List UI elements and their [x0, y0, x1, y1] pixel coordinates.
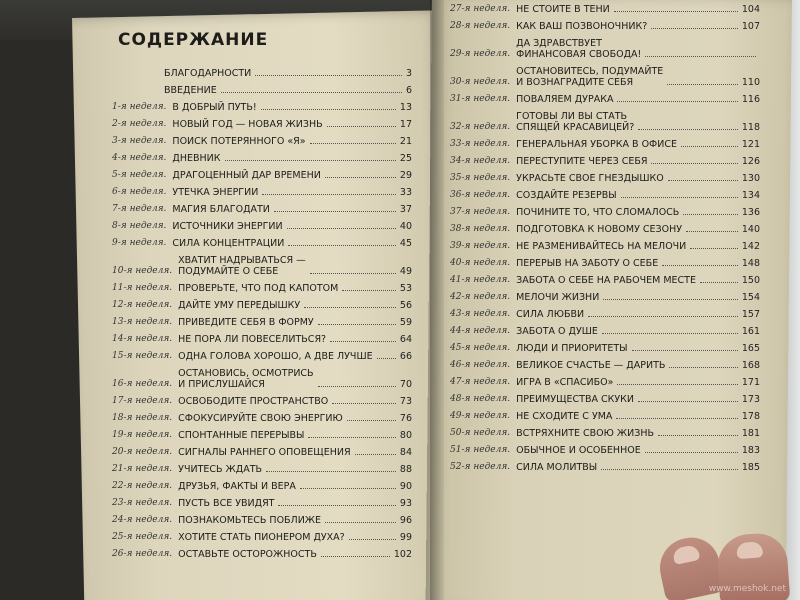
- toc-leader-dots: [617, 384, 737, 385]
- toc-week: 47-я неделя.: [450, 377, 511, 387]
- toc-entry: [450, 139, 760, 150]
- toc-page-number: 59: [399, 317, 412, 328]
- toc-label: ХОТИТЕ СТАТЬ ПИОНЕРОМ ДУХА?: [178, 532, 345, 543]
- toc-leader-dots: [658, 435, 738, 436]
- toc-leader-dots: [700, 282, 738, 283]
- toc-leader-dots: [349, 539, 396, 540]
- toc-leader-dots: [325, 177, 396, 178]
- toc-leader-dots: [342, 290, 396, 291]
- toc-week: 38-я неделя.: [450, 224, 511, 234]
- toc-label: ПОДГОТОВКА К НОВОМУ СЕЗОНУ: [516, 224, 683, 235]
- toc-label: ДАЙТЕ УМУ ПЕРЕДЫШКУ: [178, 300, 301, 311]
- toc-leader-dots: [327, 126, 396, 127]
- toc-label: ИСТОЧНИКИ ЭНЕРГИИ: [172, 221, 283, 232]
- toc-page-number: 140: [741, 224, 760, 235]
- toc-week: 9-я неделя.: [112, 238, 167, 248]
- toc-label: ЗАБОТА О СЕБЕ НА РАБОЧЕМ МЕСТЕ: [516, 275, 696, 286]
- toc-leader-dots: [321, 556, 390, 557]
- toc-leader-dots: [645, 56, 756, 57]
- toc-label: МЕЛОЧИ ЖИЗНИ: [516, 292, 600, 303]
- toc-leader-dots: [304, 307, 396, 308]
- toc-label: БЛАГОДАРНОСТИ: [164, 68, 252, 79]
- toc-label: НЕ РАЗМЕНИВАЙТЕСЬ НА МЕЛОЧИ: [516, 241, 687, 252]
- toc-week: 3-я неделя.: [112, 136, 167, 146]
- toc-leader-dots: [274, 211, 396, 212]
- toc-entry: [112, 300, 412, 311]
- toc-entry: [112, 187, 412, 198]
- toc-label: ХВАТИТ НАДРЫВАТЬСЯ — ПОДУМАЙТЕ О СЕБЕ: [178, 255, 306, 277]
- toc-label: ПОЗНАКОМЬТЕСЬ ПОБЛИЖЕ: [178, 515, 322, 526]
- toc-page-number: 110: [741, 77, 760, 88]
- toc-page-number: 84: [399, 447, 412, 458]
- toc-week: 25-я неделя.: [112, 532, 173, 542]
- toc-entry: [450, 343, 760, 354]
- toc-week: 16-я неделя.: [112, 379, 173, 389]
- toc-entry: [450, 38, 760, 60]
- toc-leader-dots: [638, 401, 738, 402]
- toc-page-number: 64: [399, 334, 412, 345]
- toc-page-number: 116: [741, 94, 760, 105]
- toc-week: 8-я неделя.: [112, 221, 167, 231]
- toc-page-number: 150: [741, 275, 760, 286]
- toc-page-number: 13: [399, 102, 412, 113]
- toc-label: ПОВАЛЯЕМ ДУРАКА: [516, 94, 614, 105]
- toc-page-number: 3: [405, 68, 412, 79]
- toc-entry: [112, 102, 412, 113]
- toc-label: ГЕНЕРАЛЬНАЯ УБОРКА В ОФИСЕ: [516, 139, 677, 150]
- toc-leader-dots: [261, 109, 396, 110]
- toc-leader-dots: [645, 452, 738, 453]
- toc-entry: [450, 111, 760, 133]
- toc-entry: [112, 447, 412, 458]
- toc-page-number: 102: [393, 549, 412, 560]
- toc-page-number: 185: [741, 462, 760, 473]
- toc-leader-dots: [325, 522, 396, 523]
- toc-entry: [450, 445, 760, 456]
- toc-leader-dots: [638, 129, 738, 130]
- toc-label: СИЛА КОНЦЕНТРАЦИИ: [172, 238, 285, 249]
- toc-entry: [112, 430, 412, 441]
- toc-label: ПЕРЕСТУПИТЕ ЧЕРЕЗ СЕБЯ: [516, 156, 648, 167]
- toc-entry: [112, 368, 412, 390]
- toc-week: 41-я неделя.: [450, 275, 511, 285]
- toc-page-number: 126: [741, 156, 760, 167]
- toc-week: 36-я неделя.: [450, 190, 511, 200]
- toc-week: 23-я неделя.: [112, 498, 173, 508]
- toc-week: 39-я неделя.: [450, 241, 511, 251]
- toc-leader-dots: [221, 92, 402, 93]
- toc-label: ВСТРЯХНИТЕ СВОЮ ЖИЗНЬ: [516, 428, 655, 439]
- toc-label: ДА ЗДРАВСТВУЕТ ФИНАНСОВАЯ СВОБОДА!: [516, 38, 642, 60]
- toc-entry: [450, 428, 760, 439]
- toc-label: ОСТАВЬТЕ ОСТОРОЖНОСТЬ: [178, 549, 317, 560]
- toc-page-number: 148: [741, 258, 760, 269]
- toc-leader-dots: [632, 350, 738, 351]
- toc-week: 18-я неделя.: [112, 413, 173, 423]
- toc-entry: [112, 238, 412, 249]
- toc-page-number: 21: [399, 136, 412, 147]
- toc-entry: [450, 326, 760, 337]
- toc-week: 24-я неделя.: [112, 515, 173, 525]
- toc-page-number: 130: [741, 173, 760, 184]
- toc-page-number: 53: [399, 283, 412, 294]
- toc-label: ПУСТЬ ВСЕ УВИДЯТ: [178, 498, 275, 509]
- toc-week: 40-я неделя.: [450, 258, 511, 268]
- fingernail: [672, 544, 701, 565]
- toc-leader-dots: [330, 341, 396, 342]
- toc-label: ДНЕВНИК: [172, 153, 221, 164]
- toc-week: 42-я неделя.: [450, 292, 511, 302]
- toc-page-number: 76: [399, 413, 412, 424]
- toc-entry: [112, 255, 412, 277]
- toc-left-column: [112, 68, 412, 566]
- toc-entry: [450, 94, 760, 105]
- toc-entry: [112, 317, 412, 328]
- toc-entry: [450, 309, 760, 320]
- toc-week: 20-я неделя.: [112, 447, 173, 457]
- toc-entry: [450, 207, 760, 218]
- toc-week: 29-я неделя.: [450, 49, 511, 59]
- toc-label: УЧИТЕСЬ ЖДАТЬ: [178, 464, 263, 475]
- toc-page-number: 165: [741, 343, 760, 354]
- toc-week: 5-я неделя.: [112, 170, 167, 180]
- toc-label: ЗАБОТА О ДУШЕ: [516, 326, 598, 337]
- toc-page-number: 157: [741, 309, 760, 320]
- toc-week: 12-я неделя.: [112, 300, 173, 310]
- toc-label: СИЛА МОЛИТВЫ: [516, 462, 598, 473]
- toc-title: СОДЕРЖАНИЕ: [118, 30, 269, 50]
- toc-entry: [112, 119, 412, 130]
- toc-week: 46-я неделя.: [450, 360, 511, 370]
- toc-leader-dots: [287, 228, 396, 229]
- toc-page-number: 88: [399, 464, 412, 475]
- toc-page-number: 118: [741, 122, 760, 133]
- toc-week: 32-я неделя.: [450, 122, 511, 132]
- toc-entry: [450, 190, 760, 201]
- toc-week: 6-я неделя.: [112, 187, 167, 197]
- toc-entry: [112, 136, 412, 147]
- toc-page-number: 154: [741, 292, 760, 303]
- toc-week: 1-я неделя.: [112, 102, 167, 112]
- toc-label: ОДНА ГОЛОВА ХОРОШО, А ДВЕ ЛУЧШЕ: [178, 351, 373, 362]
- toc-label: ВЕЛИКОЕ СЧАСТЬЕ — ДАРИТЬ: [516, 360, 666, 371]
- toc-week: 34-я неделя.: [450, 156, 511, 166]
- toc-leader-dots: [683, 214, 738, 215]
- toc-label: ДРАГОЦЕННЫЙ ДАР ВРЕМЕНИ: [172, 170, 321, 181]
- toc-leader-dots: [355, 454, 396, 455]
- toc-page-number: 161: [741, 326, 760, 337]
- toc-leader-dots: [667, 84, 738, 85]
- toc-leader-dots: [377, 358, 396, 359]
- toc-page-number: 37: [399, 204, 412, 215]
- toc-page-number: 96: [399, 515, 412, 526]
- toc-label: ПЕРЕРЫВ НА ЗАБОТУ О СЕБЕ: [516, 258, 659, 269]
- toc-page-number: 45: [399, 238, 412, 249]
- toc-entry: [450, 275, 760, 286]
- toc-label: КАК ВАШ ПОЗВОНОЧНИК?: [516, 21, 648, 32]
- toc-page-number: 99: [399, 532, 412, 543]
- toc-leader-dots: [266, 471, 396, 472]
- toc-week: 2-я неделя.: [112, 119, 167, 129]
- toc-label: ПРОВЕРЬТЕ, ЧТО ПОД КАПОТОМ: [178, 283, 339, 294]
- toc-entry: [112, 68, 412, 79]
- toc-leader-dots: [310, 273, 396, 274]
- toc-label: УКРАСЬТЕ СВОЕ ГНЕЗДЫШКО: [516, 173, 664, 184]
- toc-label: НЕ ПОРА ЛИ ПОВЕСЕЛИТЬСЯ?: [178, 334, 327, 345]
- toc-leader-dots: [603, 299, 738, 300]
- toc-page-number: 93: [399, 498, 412, 509]
- toc-entry: [112, 532, 412, 543]
- toc-page-number: 173: [741, 394, 760, 405]
- toc-week: 31-я неделя.: [450, 94, 511, 104]
- toc-label: МАГИЯ БЛАГОДАТИ: [172, 204, 270, 215]
- toc-entry: [112, 396, 412, 407]
- toc-label: ГОТОВЫ ЛИ ВЫ СТАТЬ СПЯЩЕЙ КРАСАВИЦЕЙ?: [516, 111, 635, 133]
- toc-week: 15-я неделя.: [112, 351, 173, 361]
- toc-page-number: 80: [399, 430, 412, 441]
- toc-leader-dots: [686, 231, 738, 232]
- toc-leader-dots: [588, 316, 738, 317]
- toc-label: ВВЕДЕНИЕ: [164, 85, 217, 96]
- toc-week: 48-я неделя.: [450, 394, 511, 404]
- toc-page-number: 73: [399, 396, 412, 407]
- toc-label: ПРЕИМУЩЕСТВА СКУКИ: [516, 394, 635, 405]
- watermark: www.meshok.net: [708, 584, 786, 594]
- toc-leader-dots: [310, 143, 396, 144]
- toc-label: НЕ СТОИТЕ В ТЕНИ: [516, 4, 610, 15]
- toc-entry: [450, 156, 760, 167]
- toc-page-number: 29: [399, 170, 412, 181]
- toc-page-number: 90: [399, 481, 412, 492]
- toc-entry: [450, 173, 760, 184]
- toc-right-column: [450, 4, 760, 479]
- toc-leader-dots: [255, 75, 402, 76]
- toc-week: 7-я неделя.: [112, 204, 167, 214]
- toc-entry: [450, 394, 760, 405]
- toc-leader-dots: [614, 11, 738, 12]
- toc-entry: [450, 241, 760, 252]
- toc-page-number: 136: [741, 207, 760, 218]
- toc-leader-dots: [690, 248, 738, 249]
- toc-label: СИЛА ЛЮБВИ: [516, 309, 585, 320]
- toc-entry: [450, 292, 760, 303]
- toc-leader-dots: [347, 420, 396, 421]
- toc-leader-dots: [668, 180, 738, 181]
- toc-week: 30-я неделя.: [450, 77, 511, 87]
- toc-label: НОВЫЙ ГОД — НОВАЯ ЖИЗНЬ: [172, 119, 323, 130]
- toc-leader-dots: [288, 245, 396, 246]
- toc-page-number: 134: [741, 190, 760, 201]
- toc-entry: [112, 85, 412, 96]
- toc-entry: [112, 515, 412, 526]
- toc-week: 33-я неделя.: [450, 139, 511, 149]
- toc-entry: [450, 66, 760, 88]
- toc-leader-dots: [651, 28, 738, 29]
- toc-label: ПОЧИНИТЕ ТО, ЧТО СЛОМАЛОСЬ: [516, 207, 680, 218]
- toc-week: 37-я неделя.: [450, 207, 511, 217]
- toc-leader-dots: [616, 418, 737, 419]
- toc-label: ИГРА В «СПАСИБО»: [516, 377, 614, 388]
- toc-week: 49-я неделя.: [450, 411, 511, 421]
- toc-label: ОСТАНОВИТЕСЬ, ПОДУМАЙТЕ И ВОЗНАГРАДИТЕ СЕБЯ: [516, 66, 664, 88]
- toc-entry: [450, 377, 760, 388]
- toc-page-number: 104: [741, 4, 760, 15]
- toc-week: 45-я неделя.: [450, 343, 511, 353]
- toc-entry: [112, 334, 412, 345]
- toc-week: 51-я неделя.: [450, 445, 511, 455]
- toc-entry: [450, 21, 760, 32]
- toc-week: 21-я неделя.: [112, 464, 173, 474]
- toc-entry: [112, 498, 412, 509]
- toc-week: 4-я неделя.: [112, 153, 167, 163]
- toc-entry: [112, 481, 412, 492]
- toc-week: 11-я неделя.: [112, 283, 173, 293]
- toc-entry: [112, 153, 412, 164]
- toc-week: 10-я неделя.: [112, 266, 173, 276]
- toc-week: 52-я неделя.: [450, 462, 511, 472]
- toc-page-number: 17: [399, 119, 412, 130]
- toc-entry: [112, 464, 412, 475]
- toc-page-number: 183: [741, 445, 760, 456]
- fingernail: [736, 541, 763, 559]
- toc-entry: [112, 221, 412, 232]
- toc-entry: [450, 4, 760, 15]
- toc-page-number: 178: [741, 411, 760, 422]
- toc-week: 19-я неделя.: [112, 430, 173, 440]
- toc-entry: [450, 411, 760, 422]
- toc-page-number: 121: [741, 139, 760, 150]
- toc-week: 17-я неделя.: [112, 396, 173, 406]
- toc-label: ЛЮДИ И ПРИОРИТЕТЫ: [516, 343, 628, 354]
- toc-page-number: 49: [399, 266, 412, 277]
- toc-entry: [112, 549, 412, 560]
- toc-page-number: 171: [741, 377, 760, 388]
- toc-page-number: 25: [399, 153, 412, 164]
- toc-page-number: 40: [399, 221, 412, 232]
- toc-page-number: 142: [741, 241, 760, 252]
- toc-entry: [450, 360, 760, 371]
- toc-page-number: 70: [399, 379, 412, 390]
- toc-leader-dots: [318, 324, 396, 325]
- toc-label: ОБЫЧНОЕ И ОСОБЕННОЕ: [516, 445, 641, 456]
- toc-label: УТЕЧКА ЭНЕРГИИ: [172, 187, 259, 198]
- toc-leader-dots: [318, 386, 396, 387]
- toc-leader-dots: [225, 160, 396, 161]
- toc-week: 35-я неделя.: [450, 173, 511, 183]
- toc-label: ПРИВЕДИТЕ СЕБЯ В ФОРМУ: [178, 317, 314, 328]
- toc-leader-dots: [278, 505, 395, 506]
- toc-page-number: 181: [741, 428, 760, 439]
- toc-leader-dots: [662, 265, 738, 266]
- toc-week: 26-я неделя.: [112, 549, 173, 559]
- toc-entry: [450, 462, 760, 473]
- toc-leader-dots: [651, 163, 737, 164]
- toc-label: СПОНТАННЫЕ ПЕРЕРЫВЫ: [178, 430, 305, 441]
- toc-page-number: 6: [405, 85, 412, 96]
- toc-page-number: 66: [399, 351, 412, 362]
- toc-entry: [112, 204, 412, 215]
- toc-leader-dots: [621, 197, 738, 198]
- toc-label: ОСВОБОДИТЕ ПРОСТРАНСТВО: [178, 396, 329, 407]
- toc-label: СИГНАЛЫ РАННЕГО ОПОВЕЩЕНИЯ: [178, 447, 351, 458]
- toc-label: СФОКУСИРУЙТЕ СВОЮ ЭНЕРГИЮ: [178, 413, 343, 424]
- toc-leader-dots: [602, 333, 738, 334]
- toc-label: ПОИСК ПОТЕРЯННОГО «Я»: [172, 136, 306, 147]
- toc-label: В ДОБРЫЙ ПУТЬ!: [172, 102, 257, 113]
- toc-week: 43-я неделя.: [450, 309, 511, 319]
- toc-week: 44-я неделя.: [450, 326, 511, 336]
- toc-leader-dots: [601, 469, 738, 470]
- toc-label: ОСТАНОВИСЬ, ОСМОТРИСЬ И ПРИСЛУШАЙСЯ: [178, 368, 314, 390]
- toc-week: 14-я неделя.: [112, 334, 173, 344]
- toc-page-number: 56: [399, 300, 412, 311]
- toc-entry: [112, 413, 412, 424]
- toc-label: НЕ СХОДИТЕ С УМА: [516, 411, 613, 422]
- toc-page-number: 168: [741, 360, 760, 371]
- toc-week: 28-я неделя.: [450, 21, 511, 31]
- toc-week: 27-я неделя.: [450, 4, 511, 14]
- toc-entry: [112, 170, 412, 181]
- toc-week: 13-я неделя.: [112, 317, 173, 327]
- toc-entry: [450, 258, 760, 269]
- toc-leader-dots: [308, 437, 395, 438]
- toc-week: 22-я неделя.: [112, 481, 173, 491]
- toc-leader-dots: [669, 367, 737, 368]
- toc-leader-dots: [262, 194, 396, 195]
- toc-leader-dots: [681, 146, 738, 147]
- toc-entry: [112, 283, 412, 294]
- toc-week: 50-я неделя.: [450, 428, 511, 438]
- toc-leader-dots: [300, 488, 396, 489]
- toc-entry: [112, 351, 412, 362]
- toc-leader-dots: [617, 101, 737, 102]
- toc-leader-dots: [332, 403, 396, 404]
- toc-label: СОЗДАЙТЕ РЕЗЕРВЫ: [516, 190, 617, 201]
- toc-entry: [450, 224, 760, 235]
- toc-page-number: 107: [741, 21, 760, 32]
- toc-label: ДРУЗЬЯ, ФАКТЫ И ВЕРА: [178, 481, 296, 492]
- book-gutter: [430, 0, 444, 600]
- toc-page-number: 33: [399, 187, 412, 198]
